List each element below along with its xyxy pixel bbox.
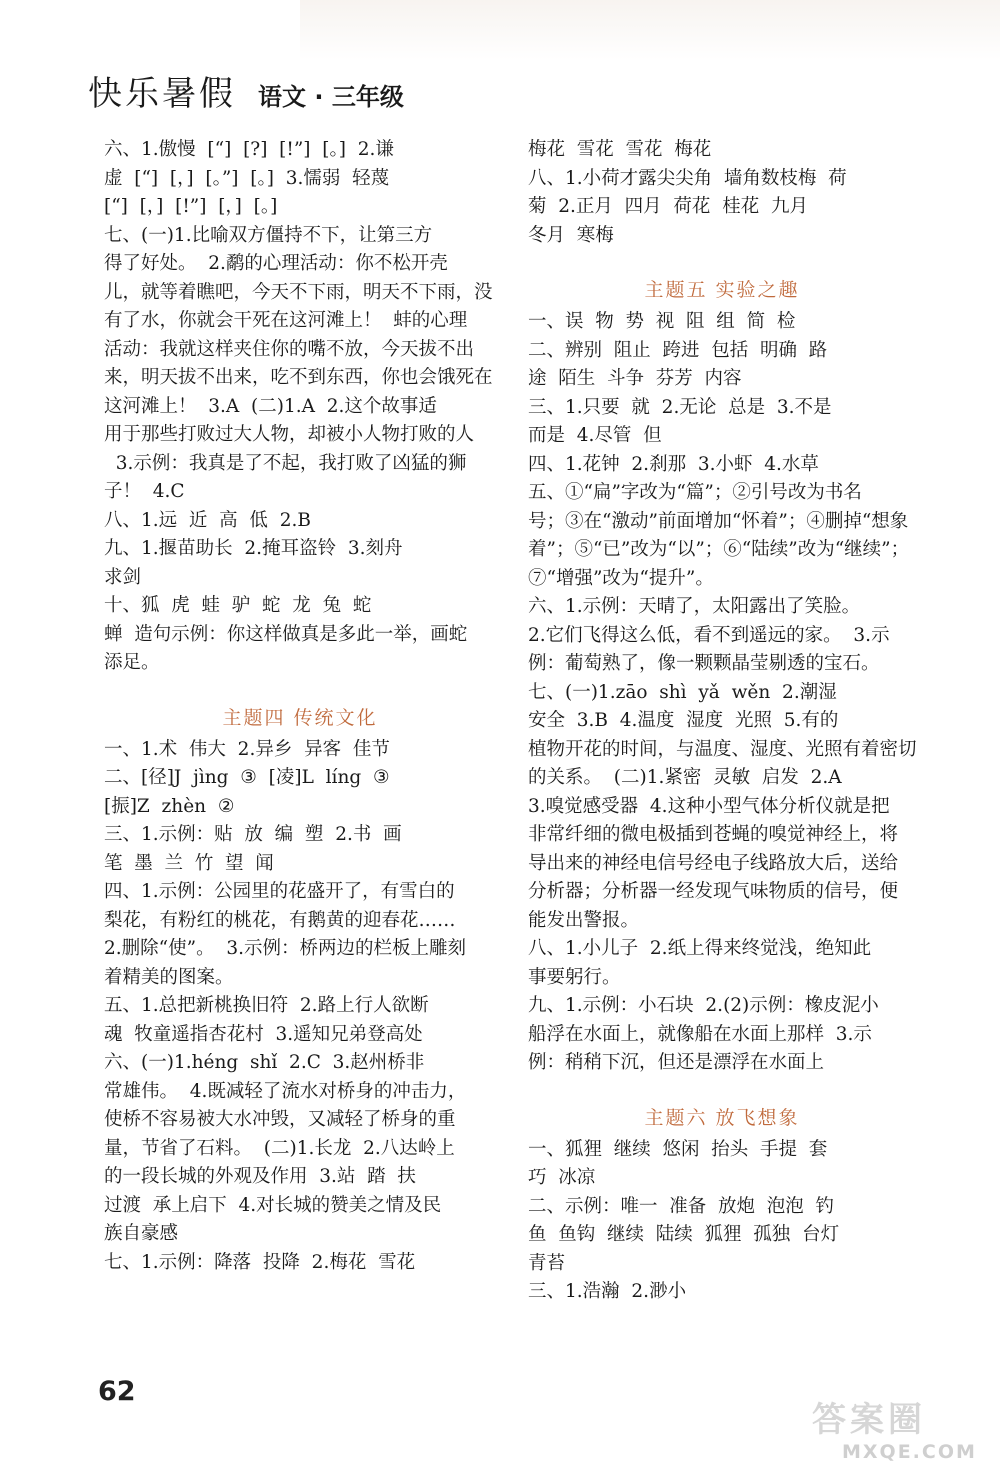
answer-line: 冬月 寒梅 bbox=[528, 224, 614, 246]
answer-line: 2.它们飞得这么低，看不到遥远的家。 3.示 bbox=[528, 624, 890, 646]
answer-line: 子！ 4.C bbox=[104, 481, 185, 502]
answer-line: 巧 冰凉 bbox=[528, 1167, 596, 1188]
answer-line: 一、误 物 势 视 阻 组 简 检 bbox=[528, 311, 796, 332]
answer-line: [“] [，] [!”] [，] [。] bbox=[104, 196, 278, 217]
page-number: 62 bbox=[98, 1376, 136, 1407]
answer-line: 3.示例：我真是了不起，我打败了凶猛的狮 bbox=[104, 452, 467, 474]
answer-line: 常雄伟。 4.既减轻了流水对桥身的冲击力， bbox=[104, 1080, 467, 1102]
answer-line: 族自豪感 bbox=[104, 1223, 179, 1244]
answer-line: 三、1.只要 就 2.无论 总是 3.不是 bbox=[528, 396, 832, 418]
section-gap bbox=[528, 1078, 916, 1100]
answer-line: 五、①“扁”字改为“篇”；②引号改为书名 bbox=[528, 482, 862, 503]
answer-line: 虚 [“] [，] [。”] [。] 3.懦弱 轻蔑 bbox=[104, 167, 390, 189]
left-column bbox=[104, 136, 496, 1277]
answer-line: 魂 牧童遥指杏花村 3.遥知兄弟登高处 bbox=[104, 1023, 423, 1045]
answer-line: 十、狐 虎 蛙 驴 蛇 龙 兔 蛇 bbox=[104, 595, 372, 616]
answer-line: 六、1.傲慢 [“] [?] [!”] [。] 2.谦 bbox=[104, 139, 394, 160]
answer-line: 2.删除“使”。 3.示例：桥两边的栏板上雕刻 bbox=[104, 938, 466, 959]
section-gap bbox=[528, 250, 916, 272]
section-title-theme4: 主题四 传统文化 bbox=[222, 706, 378, 729]
answer-line: 二、辨别 阻止 跨进 包括 明确 路 bbox=[528, 339, 828, 361]
answer-line: 安全 3.B 4.温度 湿度 光照 5.有的 bbox=[528, 710, 839, 731]
watermark-site: MXQE.COM bbox=[842, 1441, 977, 1463]
answer-line: 植物开花的时间，与温度、湿度、光照有着密切 bbox=[528, 738, 917, 760]
answer-line: 而是 4.尽管 但 bbox=[528, 425, 662, 446]
answer-line: 活动：我就这样夹住你的嘴不放，今天拔不出 bbox=[104, 338, 475, 360]
answer-line: 这河滩上！ 3.A (二)1.A 2.这个故事适 bbox=[104, 395, 437, 417]
answer-line: 分析器；分析器一经发现气味物质的信号，便 bbox=[528, 881, 899, 902]
answer-line: 五、1.总把新桃换旧符 2.路上行人欲断 bbox=[104, 995, 429, 1016]
answer-line: 六、(一)1.héng shǐ 2.C 3.赵州桥非 bbox=[104, 1052, 425, 1073]
answer-line: 八、1.远 近 高 低 2.B bbox=[104, 509, 311, 531]
answer-line: 七、(一)1.zāo shì yǎ wěn 2.潮湿 bbox=[528, 681, 837, 703]
answer-line: 青苔 bbox=[528, 1252, 566, 1274]
answer-line: 六、1.示例：天晴了，太阳露出了笑脸。 bbox=[528, 596, 861, 617]
answer-line: 三、1.浩瀚 2.渺小 bbox=[528, 1281, 687, 1302]
answer-line: 八、1.小荷才露尖尖角 墙角数枝梅 荷 bbox=[528, 167, 847, 189]
answer-line: 非常纤细的微电极插到苍蝇的嗅觉神经上，将 bbox=[528, 824, 899, 845]
answer-line: 3.嗅觉感受器 4.这种小型气体分析仪就是把 bbox=[528, 795, 890, 817]
answer-line: 笔 墨 兰 竹 望 闻 bbox=[104, 852, 274, 874]
answer-line: 鱼 鱼钩 继续 陆续 狐狸 孤独 台灯 bbox=[528, 1224, 840, 1245]
answer-line: 例：稍稍下沉，但还是漂浮在水面上 bbox=[528, 1052, 825, 1073]
section-gap bbox=[104, 678, 496, 700]
answer-line: 三、1.示例：贴 放 编 塑 2.书 画 bbox=[104, 824, 402, 845]
watermark-logo: 答案圈 bbox=[812, 1400, 926, 1440]
answer-line: 船浮在水面上，就像船在水面上那样 3.示 bbox=[528, 1023, 872, 1045]
answer-line: 量，节省了石料。 (二)1.长龙 2.八达岭上 bbox=[104, 1137, 455, 1159]
answer-line: 来，明天拔不出来，吃不到东西，你也会饿死在 bbox=[104, 367, 493, 388]
answer-line: 七、(一)1.比喻双方僵持不下，让第三方 bbox=[104, 224, 433, 246]
answer-line: 八、1.小儿子 2.纸上得来终觉浅，绝知此 bbox=[528, 938, 872, 959]
section-title-theme6: 主题六 放飞想象 bbox=[644, 1106, 800, 1129]
answer-line: 得了好处。 2.鹬的心理活动：你不松开壳 bbox=[104, 253, 448, 274]
answer-line: ⑦“增强”改为“提升”。 bbox=[528, 567, 714, 589]
answer-line: 途 陌生 斗争 芬芳 内容 bbox=[528, 368, 742, 389]
answer-line: 求剑 bbox=[104, 566, 142, 588]
answer-line: 菊 2.正月 四月 荷花 桂花 九月 bbox=[528, 196, 808, 217]
answer-line: 有了水，你就会干死在这河滩上！ 蚌的心理 bbox=[104, 310, 468, 331]
answer-line: 一、1.术 伟大 2.异乡 异客 佳节 bbox=[104, 738, 390, 760]
answer-line: 四、1.示例：公园里的花盛开了，有雪白的 bbox=[104, 881, 455, 902]
book-title: 快乐暑假 bbox=[88, 74, 236, 114]
watermark bbox=[812, 1392, 992, 1462]
section-title-theme5: 主题五 实验之趣 bbox=[644, 279, 800, 301]
answer-line: 二、示例：唯一 准备 放炮 泡泡 钓 bbox=[528, 1195, 835, 1217]
answer-line: 梅花 雪花 雪花 梅花 bbox=[528, 139, 712, 160]
answer-line: 添足。 bbox=[104, 652, 160, 673]
answer-line: 一、狐狸 继续 悠闲 抬头 手提 套 bbox=[528, 1138, 828, 1160]
answer-line: 二、[径]J jìng ③ [凌]L líng ③ bbox=[104, 767, 390, 788]
subject-grade: 语文 · 三年级 bbox=[258, 83, 404, 111]
answer-line: 号；③在“激动”前面增加“怀着”；④删掉“想象 bbox=[528, 510, 909, 532]
answer-line: 四、1.花钟 2.刹那 3.小虾 4.水草 bbox=[528, 453, 819, 475]
answer-line: 七、1.示例：降落 投降 2.梅花 雪花 bbox=[104, 1251, 416, 1273]
answer-line: 事要躬行。 bbox=[528, 966, 621, 988]
page-header bbox=[88, 66, 404, 115]
answer-line: 蝉 造句示例：你这样做真是多此一举，画蛇 bbox=[104, 623, 468, 645]
answer-line: 的一段长城的外观及作用 3.站 踏 扶 bbox=[104, 1166, 416, 1187]
answer-line: 儿，就等着瞧吧，今天不下雨，明天不下雨，没 bbox=[104, 281, 493, 303]
answer-line: 的关系。 (二)1.紧密 灵敏 启发 2.A bbox=[528, 767, 842, 788]
answer-line: 九、1.示例：小石块 2.(2)示例：橡皮泥小 bbox=[528, 995, 879, 1016]
answer-line: 九、1.揠苗助长 2.掩耳盗铃 3.刻舟 bbox=[104, 538, 403, 559]
right-column bbox=[528, 136, 916, 1307]
answer-line: 能发出警报。 bbox=[528, 909, 640, 931]
answer-line: 导出来的神经电信号经电子线路放大后，送给 bbox=[528, 852, 899, 874]
answer-line: 梨花，有粉红的桃花，有鹅黄的迎春花…… bbox=[104, 909, 456, 931]
answer-line: 例：葡萄熟了，像一颗颗晶莹剔透的宝石。 bbox=[528, 653, 880, 674]
answer-line: 使桥不容易被大水冲毁，又减轻了桥身的重 bbox=[104, 1109, 456, 1130]
answer-line: 过渡 承上启下 4.对长城的赞美之情及民 bbox=[104, 1194, 442, 1216]
header-decoration bbox=[300, 0, 1000, 60]
answer-line: [振]Z zhèn ② bbox=[104, 795, 235, 817]
answer-line: 用于那些打败过大人物，却被小人物打败的人 bbox=[104, 424, 475, 445]
answer-line: 着精美的图案。 bbox=[104, 966, 234, 988]
answer-line: 着”；⑤“已”改为“以”；⑥“陆续”改为“继续”； bbox=[528, 539, 910, 560]
